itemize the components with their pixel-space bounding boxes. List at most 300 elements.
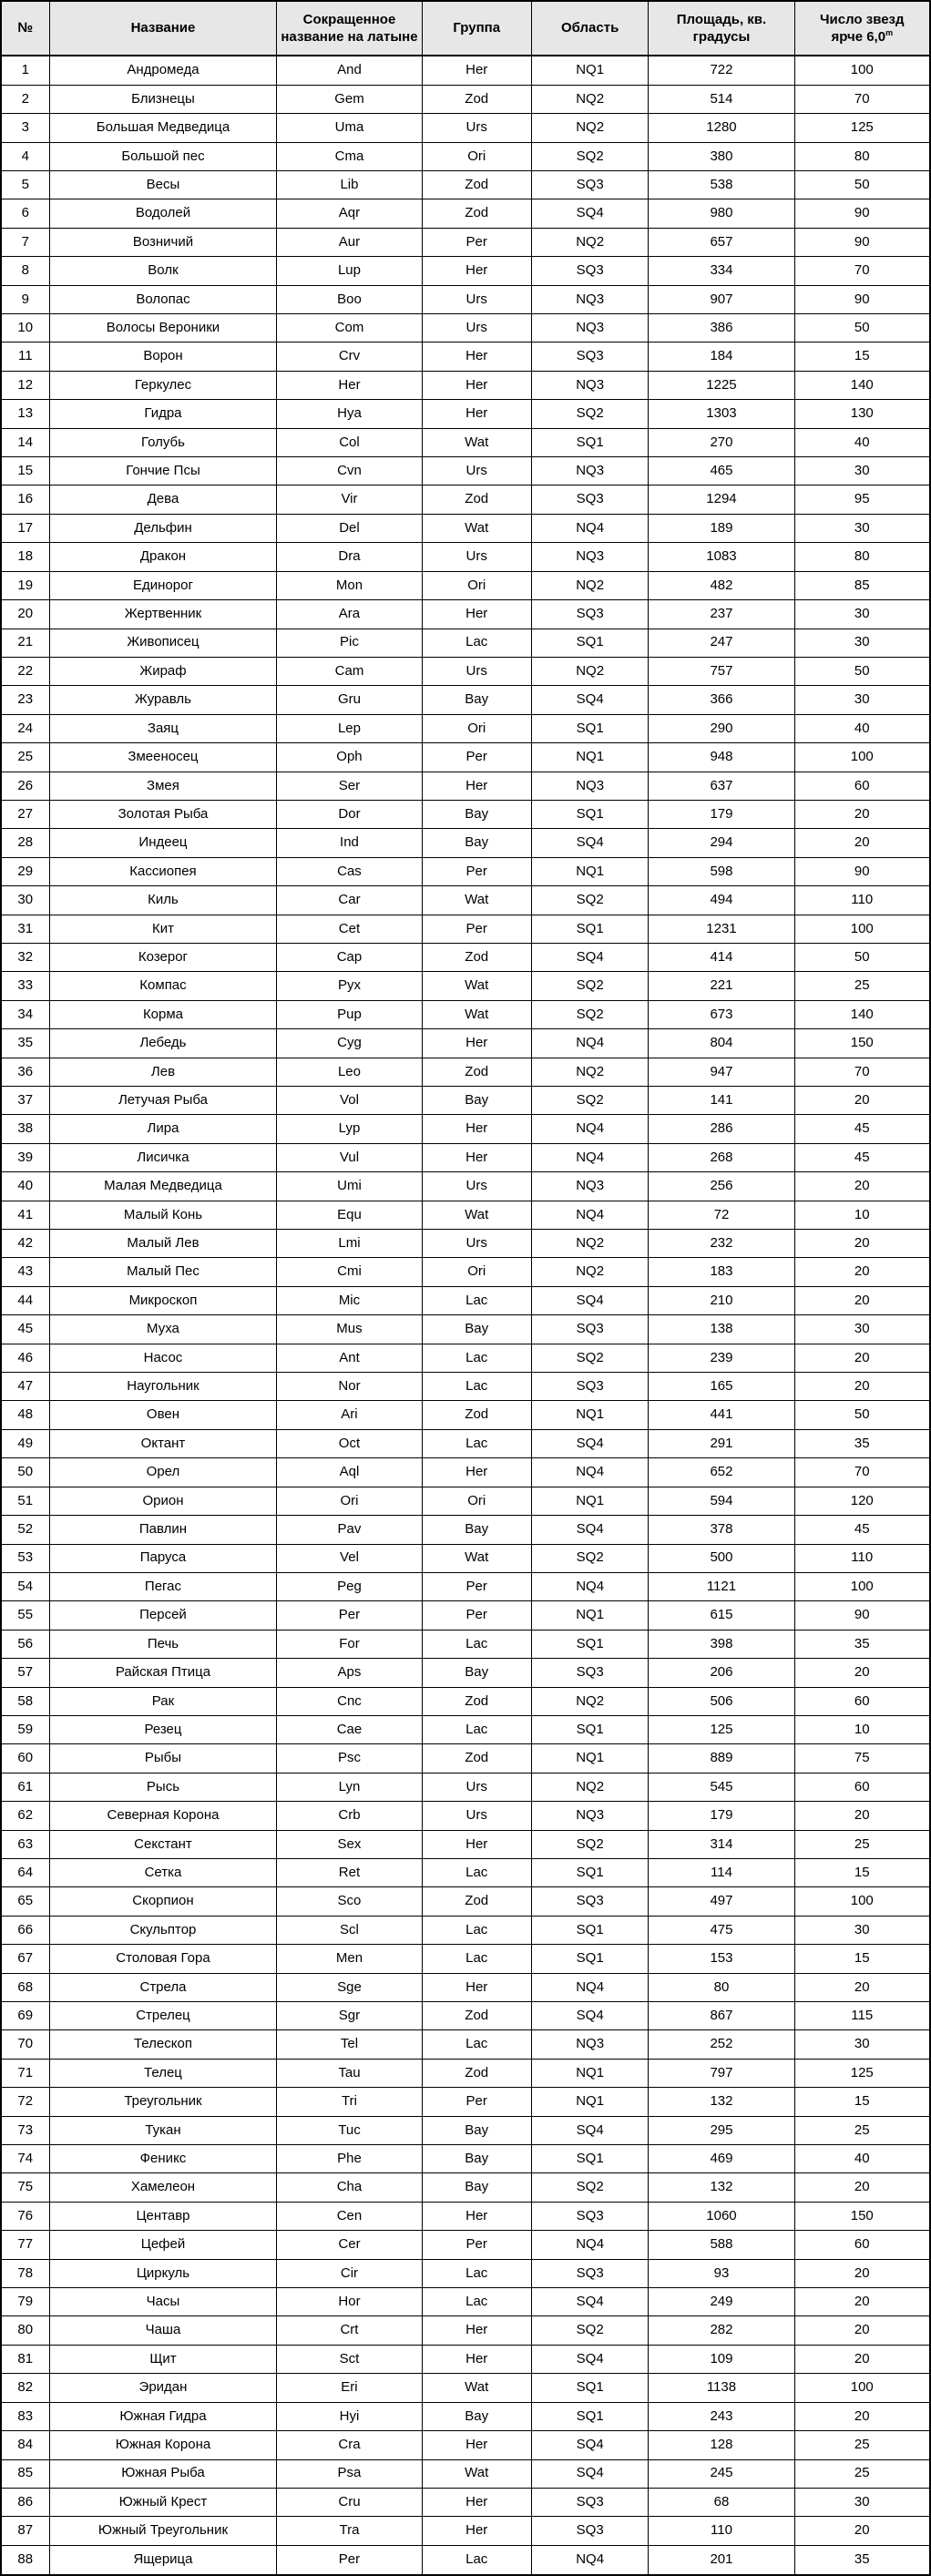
cell-area: 797 xyxy=(649,2059,794,2087)
cell-number: 30 xyxy=(1,886,49,915)
cell-name: Южная Гидра xyxy=(49,2402,277,2430)
cell-name: Дельфин xyxy=(49,514,277,542)
cell-star-count: 100 xyxy=(794,2374,930,2402)
cell-region: SQ4 xyxy=(531,1429,649,1457)
cell-area: 232 xyxy=(649,1230,794,1258)
cell-latin-abbr: Hor xyxy=(277,2288,422,2316)
header-name-label: Название xyxy=(130,20,196,36)
cell-number: 16 xyxy=(1,486,49,514)
cell-area: 132 xyxy=(649,2173,794,2202)
cell-star-count: 140 xyxy=(794,371,930,399)
cell-area: 72 xyxy=(649,1201,794,1229)
cell-latin-abbr: Ser xyxy=(277,772,422,800)
cell-name: Жираф xyxy=(49,657,277,685)
cell-region: SQ2 xyxy=(531,2316,649,2345)
cell-group: Wat xyxy=(422,1544,531,1572)
cell-area: 93 xyxy=(649,2259,794,2287)
table-row xyxy=(1,1744,930,1773)
cell-star-count: 140 xyxy=(794,1000,930,1028)
cell-star-count: 30 xyxy=(794,629,930,657)
cell-group: Her xyxy=(422,1830,531,1858)
cell-group: Urs xyxy=(422,657,531,685)
cell-group: Per xyxy=(422,915,531,943)
cell-star-count: 20 xyxy=(794,1286,930,1314)
cell-group: Her xyxy=(422,772,531,800)
cell-group: Wat xyxy=(422,2459,531,2488)
table-row xyxy=(1,714,930,742)
cell-group: Per xyxy=(422,2088,531,2116)
cell-number: 75 xyxy=(1,2173,49,2202)
cell-latin-abbr: Sex xyxy=(277,1830,422,1858)
cell-region: NQ4 xyxy=(531,1115,649,1143)
table-row xyxy=(1,571,930,599)
cell-star-count: 25 xyxy=(794,2431,930,2459)
cell-group: Her xyxy=(422,2517,531,2545)
cell-name: Живописец xyxy=(49,629,277,657)
cell-latin-abbr: Cma xyxy=(277,142,422,170)
cell-number: 85 xyxy=(1,2459,49,2488)
cell-latin-abbr: Lyn xyxy=(277,1773,422,1801)
cell-region: SQ2 xyxy=(531,1000,649,1028)
table-row xyxy=(1,228,930,256)
cell-star-count: 20 xyxy=(794,800,930,828)
table-row xyxy=(1,600,930,629)
cell-star-count: 20 xyxy=(794,2402,930,2430)
cell-name: Овен xyxy=(49,1401,277,1429)
table-row xyxy=(1,1201,930,1229)
cell-region: NQ2 xyxy=(531,114,649,142)
cell-region: NQ3 xyxy=(531,285,649,313)
cell-group: Zod xyxy=(422,2059,531,2087)
table-row xyxy=(1,1715,930,1743)
cell-region: NQ1 xyxy=(531,1601,649,1630)
cell-region: SQ2 xyxy=(531,972,649,1000)
cell-name: Южный Треугольник xyxy=(49,2517,277,2545)
cell-region: SQ1 xyxy=(531,1715,649,1743)
cell-latin-abbr: Mus xyxy=(277,1315,422,1344)
table-row xyxy=(1,2259,930,2287)
cell-star-count: 100 xyxy=(794,1887,930,1916)
cell-region: SQ4 xyxy=(531,199,649,228)
cell-name: Цефей xyxy=(49,2231,277,2259)
cell-name: Наугольник xyxy=(49,1373,277,1401)
cell-area: 722 xyxy=(649,56,794,85)
cell-number: 74 xyxy=(1,2145,49,2173)
cell-latin-abbr: Ret xyxy=(277,1858,422,1886)
table-row xyxy=(1,1373,930,1401)
cell-region: NQ4 xyxy=(531,1458,649,1487)
cell-number: 33 xyxy=(1,972,49,1000)
cell-name: Корма xyxy=(49,1000,277,1028)
cell-area: 221 xyxy=(649,972,794,1000)
cell-latin-abbr: Lep xyxy=(277,714,422,742)
cell-number: 59 xyxy=(1,1715,49,1743)
cell-number: 28 xyxy=(1,829,49,857)
cell-region: SQ4 xyxy=(531,686,649,714)
cell-name: Стрелец xyxy=(49,2002,277,2030)
cell-group: Zod xyxy=(422,199,531,228)
header-area xyxy=(649,1,794,56)
cell-region: NQ3 xyxy=(531,772,649,800)
header-area-label: Площадь, кв. градусы xyxy=(676,11,767,45)
table-row xyxy=(1,1143,930,1171)
cell-number: 61 xyxy=(1,1773,49,1801)
cell-group: Urs xyxy=(422,1230,531,1258)
cell-area: 110 xyxy=(649,2517,794,2545)
table-row xyxy=(1,2059,930,2087)
cell-area: 494 xyxy=(649,886,794,915)
cell-name: Орион xyxy=(49,1487,277,1515)
cell-number: 51 xyxy=(1,1487,49,1515)
cell-star-count: 75 xyxy=(794,1744,930,1773)
cell-group: Her xyxy=(422,56,531,85)
cell-region: SQ1 xyxy=(531,1916,649,1944)
cell-name: Ящерица xyxy=(49,2545,277,2575)
table-row xyxy=(1,1544,930,1572)
cell-latin-abbr: Nor xyxy=(277,1373,422,1401)
cell-region: NQ4 xyxy=(531,1143,649,1171)
cell-region: NQ3 xyxy=(531,543,649,571)
table-row xyxy=(1,2488,930,2516)
cell-star-count: 110 xyxy=(794,886,930,915)
cell-star-count: 20 xyxy=(794,1373,930,1401)
cell-name: Столовая Гора xyxy=(49,1945,277,1973)
cell-group: Zod xyxy=(422,1401,531,1429)
cell-region: SQ3 xyxy=(531,1373,649,1401)
cell-number: 44 xyxy=(1,1286,49,1314)
cell-number: 26 xyxy=(1,772,49,800)
cell-group: Ori xyxy=(422,1258,531,1286)
cell-name: Водолей xyxy=(49,199,277,228)
cell-region: SQ3 xyxy=(531,1659,649,1687)
table-row xyxy=(1,1630,930,1658)
cell-area: 398 xyxy=(649,1630,794,1658)
cell-region: NQ2 xyxy=(531,1258,649,1286)
cell-star-count: 30 xyxy=(794,2030,930,2059)
cell-area: 153 xyxy=(649,1945,794,1973)
table-row xyxy=(1,1572,930,1600)
cell-area: 1225 xyxy=(649,371,794,399)
cell-star-count: 45 xyxy=(794,1143,930,1171)
cell-number: 78 xyxy=(1,2259,49,2287)
cell-latin-abbr: Lyp xyxy=(277,1115,422,1143)
cell-region: SQ2 xyxy=(531,400,649,428)
cell-latin-abbr: Oph xyxy=(277,743,422,772)
cell-group: Lac xyxy=(422,1858,531,1886)
cell-area: 506 xyxy=(649,1687,794,1715)
cell-region: SQ3 xyxy=(531,257,649,285)
cell-area: 615 xyxy=(649,1601,794,1630)
cell-latin-abbr: Lmi xyxy=(277,1230,422,1258)
cell-number: 10 xyxy=(1,314,49,342)
cell-group: Bay xyxy=(422,829,531,857)
cell-number: 82 xyxy=(1,2374,49,2402)
cell-area: 378 xyxy=(649,1516,794,1544)
cell-area: 249 xyxy=(649,2288,794,2316)
cell-latin-abbr: Ind xyxy=(277,829,422,857)
cell-region: SQ4 xyxy=(531,2345,649,2373)
cell-group: Per xyxy=(422,228,531,256)
header-star-count-line2: ярче 6,0 xyxy=(831,29,886,45)
cell-number: 43 xyxy=(1,1258,49,1286)
cell-star-count: 15 xyxy=(794,342,930,371)
table-row xyxy=(1,2116,930,2144)
cell-star-count: 25 xyxy=(794,2459,930,2488)
cell-name: Пегас xyxy=(49,1572,277,1600)
cell-latin-abbr: Tau xyxy=(277,2059,422,2087)
cell-name: Малая Медведица xyxy=(49,1172,277,1201)
cell-group: Wat xyxy=(422,1201,531,1229)
cell-latin-abbr: Her xyxy=(277,371,422,399)
cell-group: Zod xyxy=(422,171,531,199)
table-row xyxy=(1,314,930,342)
cell-star-count: 30 xyxy=(794,600,930,629)
cell-latin-abbr: Tra xyxy=(277,2517,422,2545)
cell-number: 77 xyxy=(1,2231,49,2259)
table-row xyxy=(1,1344,930,1372)
cell-latin-abbr: Sge xyxy=(277,1973,422,2001)
cell-group: Lac xyxy=(422,629,531,657)
cell-star-count: 45 xyxy=(794,1115,930,1143)
cell-group: Ori xyxy=(422,714,531,742)
cell-region: NQ2 xyxy=(531,85,649,113)
cell-name: Райская Птица xyxy=(49,1659,277,1687)
table-row xyxy=(1,2345,930,2373)
table-row xyxy=(1,114,930,142)
cell-name: Эридан xyxy=(49,2374,277,2402)
table-row xyxy=(1,2088,930,2116)
cell-group: Her xyxy=(422,600,531,629)
cell-region: NQ1 xyxy=(531,1744,649,1773)
cell-region: NQ4 xyxy=(531,1973,649,2001)
cell-area: 256 xyxy=(649,1172,794,1201)
cell-name: Чаша xyxy=(49,2316,277,2345)
table-row xyxy=(1,1773,930,1801)
cell-group: Lac xyxy=(422,2288,531,2316)
cell-group: Lac xyxy=(422,1286,531,1314)
table-row xyxy=(1,2288,930,2316)
cell-latin-abbr: Eri xyxy=(277,2374,422,2402)
cell-number: 71 xyxy=(1,2059,49,2087)
cell-area: 497 xyxy=(649,1887,794,1916)
cell-name: Волопас xyxy=(49,285,277,313)
table-body xyxy=(1,56,930,2575)
table-row xyxy=(1,1429,930,1457)
cell-area: 1294 xyxy=(649,486,794,514)
header-number xyxy=(1,1,49,56)
cell-region: NQ4 xyxy=(531,2231,649,2259)
cell-area: 184 xyxy=(649,342,794,371)
cell-number: 54 xyxy=(1,1572,49,1600)
cell-name: Ворон xyxy=(49,342,277,371)
cell-group: Lac xyxy=(422,1945,531,1973)
cell-number: 41 xyxy=(1,1201,49,1229)
table-row xyxy=(1,371,930,399)
cell-latin-abbr: Hya xyxy=(277,400,422,428)
cell-latin-abbr: Cha xyxy=(277,2173,422,2202)
cell-group: Her xyxy=(422,2431,531,2459)
cell-star-count: 100 xyxy=(794,56,930,85)
table-row xyxy=(1,1858,930,1886)
table-row xyxy=(1,857,930,885)
cell-name: Феникс xyxy=(49,2145,277,2173)
cell-name: Кит xyxy=(49,915,277,943)
table-header xyxy=(1,1,930,56)
cell-latin-abbr: Gem xyxy=(277,85,422,113)
cell-area: 291 xyxy=(649,1429,794,1457)
header-star-count xyxy=(794,1,930,56)
cell-region: SQ4 xyxy=(531,1286,649,1314)
table-row xyxy=(1,1916,930,1944)
cell-area: 189 xyxy=(649,514,794,542)
cell-number: 5 xyxy=(1,171,49,199)
cell-name: Лев xyxy=(49,1058,277,1086)
header-group-label: Группа xyxy=(453,20,501,36)
table-row xyxy=(1,2030,930,2059)
cell-region: SQ1 xyxy=(531,915,649,943)
cell-name: Персей xyxy=(49,1601,277,1630)
table-row xyxy=(1,1659,930,1687)
cell-name: Рак xyxy=(49,1687,277,1715)
cell-latin-abbr: Vul xyxy=(277,1143,422,1171)
cell-star-count: 30 xyxy=(794,514,930,542)
cell-latin-abbr: And xyxy=(277,56,422,85)
cell-area: 366 xyxy=(649,686,794,714)
cell-number: 66 xyxy=(1,1916,49,1944)
cell-star-count: 70 xyxy=(794,85,930,113)
cell-star-count: 20 xyxy=(794,1659,930,1687)
cell-area: 1303 xyxy=(649,400,794,428)
table-row xyxy=(1,972,930,1000)
cell-region: NQ2 xyxy=(531,1687,649,1715)
cell-group: Bay xyxy=(422,800,531,828)
cell-latin-abbr: Peg xyxy=(277,1572,422,1600)
cell-area: 465 xyxy=(649,457,794,486)
cell-group: Wat xyxy=(422,2374,531,2402)
table-row xyxy=(1,2545,930,2575)
cell-group: Zod xyxy=(422,85,531,113)
cell-area: 179 xyxy=(649,800,794,828)
cell-area: 128 xyxy=(649,2431,794,2459)
cell-latin-abbr: Crb xyxy=(277,1802,422,1830)
table-row xyxy=(1,342,930,371)
cell-area: 637 xyxy=(649,772,794,800)
cell-area: 588 xyxy=(649,2231,794,2259)
cell-latin-abbr: Col xyxy=(277,428,422,456)
cell-group: Her xyxy=(422,2316,531,2345)
cell-region: NQ4 xyxy=(531,514,649,542)
cell-star-count: 15 xyxy=(794,2088,930,2116)
cell-area: 201 xyxy=(649,2545,794,2575)
cell-number: 6 xyxy=(1,199,49,228)
cell-number: 45 xyxy=(1,1315,49,1344)
cell-group: Bay xyxy=(422,2173,531,2202)
cell-number: 56 xyxy=(1,1630,49,1658)
table-row xyxy=(1,1172,930,1201)
cell-number: 25 xyxy=(1,743,49,772)
cell-region: SQ4 xyxy=(531,943,649,971)
cell-name: Киль xyxy=(49,886,277,915)
cell-region: SQ1 xyxy=(531,428,649,456)
cell-name: Тукан xyxy=(49,2116,277,2144)
cell-area: 314 xyxy=(649,1830,794,1858)
table-row xyxy=(1,2145,930,2173)
cell-group: Her xyxy=(422,2202,531,2230)
cell-number: 9 xyxy=(1,285,49,313)
cell-region: SQ1 xyxy=(531,2374,649,2402)
cell-name: Паруса xyxy=(49,1544,277,1572)
cell-group: Bay xyxy=(422,2402,531,2430)
cell-group: Bay xyxy=(422,2116,531,2144)
cell-area: 165 xyxy=(649,1373,794,1401)
cell-star-count: 20 xyxy=(794,2316,930,2345)
cell-latin-abbr: Cet xyxy=(277,915,422,943)
cell-star-count: 70 xyxy=(794,257,930,285)
cell-name: Кассиопея xyxy=(49,857,277,885)
cell-group: Wat xyxy=(422,886,531,915)
table-row xyxy=(1,1487,930,1515)
cell-name: Муха xyxy=(49,1315,277,1344)
cell-area: 1231 xyxy=(649,915,794,943)
cell-name: Сетка xyxy=(49,1858,277,1886)
cell-region: SQ2 xyxy=(531,1830,649,1858)
table-row xyxy=(1,1687,930,1715)
cell-name: Треугольник xyxy=(49,2088,277,2116)
cell-group: Her xyxy=(422,1029,531,1058)
cell-star-count: 50 xyxy=(794,1401,930,1429)
cell-number: 22 xyxy=(1,657,49,685)
table-row xyxy=(1,2202,930,2230)
cell-group: Her xyxy=(422,2345,531,2373)
cell-star-count: 20 xyxy=(794,2517,930,2545)
cell-area: 469 xyxy=(649,2145,794,2173)
cell-latin-abbr: Pyx xyxy=(277,972,422,1000)
cell-star-count: 60 xyxy=(794,1773,930,1801)
cell-area: 441 xyxy=(649,1401,794,1429)
cell-number: 29 xyxy=(1,857,49,885)
cell-group: Lac xyxy=(422,2545,531,2575)
cell-group: Her xyxy=(422,1143,531,1171)
cell-name: Волосы Вероники xyxy=(49,314,277,342)
cell-number: 83 xyxy=(1,2402,49,2430)
cell-area: 414 xyxy=(649,943,794,971)
cell-number: 58 xyxy=(1,1687,49,1715)
cell-name: Лисичка xyxy=(49,1143,277,1171)
cell-number: 11 xyxy=(1,342,49,371)
cell-name: Секстант xyxy=(49,1830,277,1858)
cell-latin-abbr: Del xyxy=(277,514,422,542)
cell-star-count: 125 xyxy=(794,2059,930,2087)
cell-group: Bay xyxy=(422,1516,531,1544)
cell-latin-abbr: Dor xyxy=(277,800,422,828)
cell-star-count: 125 xyxy=(794,114,930,142)
cell-star-count: 100 xyxy=(794,915,930,943)
cell-area: 947 xyxy=(649,1058,794,1086)
cell-area: 867 xyxy=(649,2002,794,2030)
cell-latin-abbr: Pup xyxy=(277,1000,422,1028)
cell-region: SQ1 xyxy=(531,1630,649,1658)
cell-number: 38 xyxy=(1,1115,49,1143)
cell-region: NQ2 xyxy=(531,657,649,685)
cell-region: NQ1 xyxy=(531,1401,649,1429)
header-row xyxy=(1,1,930,56)
cell-name: Большая Медведица xyxy=(49,114,277,142)
cell-latin-abbr: Uma xyxy=(277,114,422,142)
cell-latin-abbr: Sgr xyxy=(277,2002,422,2030)
cell-number: 65 xyxy=(1,1887,49,1916)
cell-star-count: 20 xyxy=(794,2345,930,2373)
cell-group: Lac xyxy=(422,1344,531,1372)
